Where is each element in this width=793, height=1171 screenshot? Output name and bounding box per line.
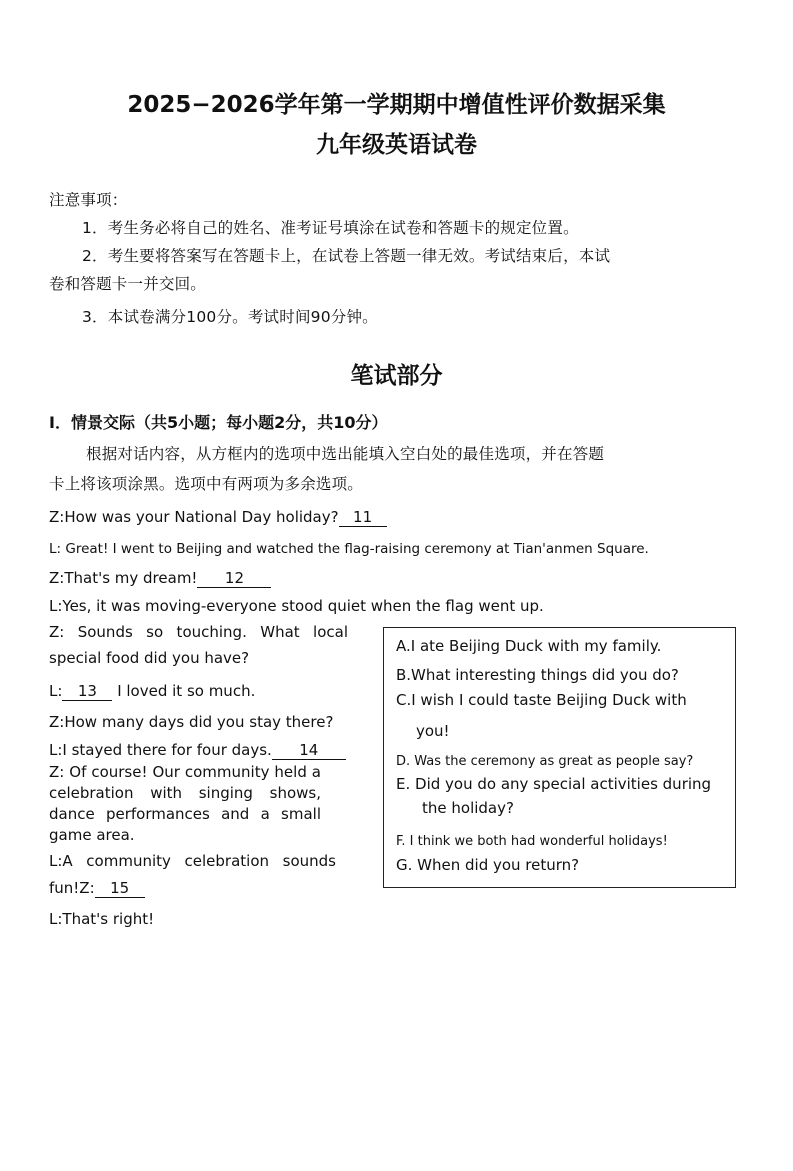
dialogue-text: Z:How was your National Day holiday? <box>49 508 339 526</box>
option-c-line-2: you! <box>416 722 450 740</box>
dialogue-text: L:I stayed there for four days. <box>49 741 272 759</box>
answer-blank-15: 15 <box>95 880 145 898</box>
dialogue-text: Z:That's my dream! <box>49 569 198 587</box>
dialogue-line-8 <box>49 741 346 760</box>
option-e-line-1: E. Did you do any special activities during <box>396 775 712 793</box>
notice-item-3: 3．本试卷满分100分。考试时间90分钟。 <box>82 308 378 326</box>
notice-item-2-line-2: 卷和答题卡一并交回。 <box>49 275 207 293</box>
dialogue-line-2: L: Great! I went to Beijing and watched the flag-raising ceremony at Tian'anmen Square. <box>49 541 649 557</box>
exam-title: 2025−2026学年第一学期期中增值性评价数据采集 <box>127 92 666 118</box>
part-1-instruction-line-1: 根据对话内容，从方框内的选项中选出能填入空白处的最佳选项，并在答题 <box>86 445 605 463</box>
dialogue-line-1 <box>49 508 387 527</box>
option-e-line-2: the holiday? <box>422 799 514 817</box>
notice-heading: 注意事项： <box>49 191 128 209</box>
option-d: D. Was the ceremony as great as people say? <box>396 754 694 769</box>
section-title: 笔试部分 <box>350 363 443 389</box>
option-b: B.What interesting things did you do? <box>396 666 679 684</box>
dialogue-line-9a: Z: Of course! Our community held a <box>49 763 321 781</box>
option-g: G. When did you return? <box>396 856 580 874</box>
option-c-line-1: C.I wish I could taste Beijing Duck with <box>396 691 687 709</box>
dialogue-line-6 <box>49 682 255 701</box>
answer-blank-11: 11 <box>339 509 387 527</box>
dialogue-line-9b: celebration with singing shows, <box>49 784 321 802</box>
dialogue-line-7: Z:How many days did you stay there? <box>49 713 334 731</box>
dialogue-line-5b: special food did you have? <box>49 649 250 667</box>
options-box <box>383 627 736 888</box>
dialogue-text: fun!Z: <box>49 879 95 897</box>
dialogue-line-10a: L:A community celebration sounds <box>49 852 336 870</box>
dialogue-line-4: L:Yes, it was moving-everyone stood quiet when the flag went up. <box>49 597 544 615</box>
dialogue-line-3 <box>49 569 271 588</box>
dialogue-line-5a: Z: Sounds so touching. What local <box>49 623 348 641</box>
part-1-heading: I．情景交际（共5小题；每小题2分，共10分） <box>49 413 388 432</box>
part-1-instruction-line-2: 卡上将该项涂黑。选项中有两项为多余选项。 <box>49 475 364 493</box>
answer-blank-13: 13 <box>62 683 112 701</box>
dialogue-text: I loved it so much. <box>112 682 256 700</box>
notice-item-2-line-1: 2．考生要将答案写在答题卡上，在试卷上答题一律无效。考试结束后，本试 <box>82 247 611 265</box>
exam-subtitle: 九年级英语试卷 <box>316 132 477 158</box>
dialogue-line-11: L:That's right! <box>49 910 155 928</box>
dialogue-line-10b <box>49 879 145 898</box>
answer-blank-12: 12 <box>197 570 271 588</box>
dialogue-line-9d: game area. <box>49 826 135 844</box>
answer-blank-14: 14 <box>272 742 346 760</box>
option-a: A.I ate Beijing Duck with my family. <box>396 637 662 655</box>
dialogue-text: L: <box>49 682 63 700</box>
option-f: F. I think we both had wonderful holidays! <box>396 834 668 849</box>
notice-item-1: 1．考生务必将自己的姓名、准考证号填涂在试卷和答题卡的规定位置。 <box>82 219 579 237</box>
dialogue-line-9c: dance performances and a small <box>49 805 321 823</box>
